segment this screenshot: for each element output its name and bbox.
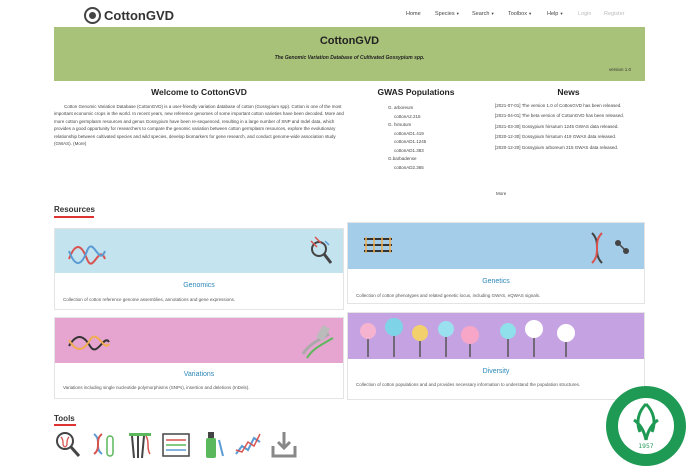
dna-helix-icon [69,337,109,350]
institute-seal-logo [604,384,688,467]
seal-year: 1957 [638,443,654,450]
genomics-banner [55,229,343,273]
diversity-title[interactable]: Diversity [482,368,510,375]
genetics-title[interactable]: Genetics [482,278,510,285]
gwas-population-link[interactable]: cottonAD1.1245 [394,139,427,145]
nav-toolbox-dropdown[interactable] [508,11,531,17]
genomics-description: Collection of cotton reference genome assemblies, annotations and gene expressions. [63,297,236,302]
nav-home[interactable] [406,11,421,17]
gwas-species-item: G.barbadense [388,156,417,162]
line-chart-icon[interactable] [234,430,262,460]
tools-underline [54,424,76,426]
news-item[interactable]: [2021-04-01] The beta version of CottonGVD has been released. [495,113,624,119]
gene-editing-icon [303,325,333,358]
genomics-card[interactable] [54,228,344,310]
cotton-plants-icon [360,318,575,357]
nav-menu [0,11,700,23]
usb-sequencing-icon[interactable] [198,430,226,460]
hero-banner [54,27,645,81]
diversity-banner [348,313,644,359]
news-list [495,102,645,154]
gwas-population-link[interactable]: cottonAD1.383 [394,147,424,153]
nav-home-label: Home [406,11,421,17]
chevron-down-icon: ▾ [560,11,563,16]
gwas-species-item: G. arboreum [388,105,414,110]
nav-species-label: Species [435,11,455,17]
tools-heading: Tools [54,414,75,423]
genetics-card[interactable] [347,222,645,304]
variations-title[interactable]: Variations [183,371,215,378]
genomics-title[interactable]: Genomics [183,282,215,289]
version-label: version 1.0 [608,67,631,72]
pcr-tube-icon[interactable] [126,430,154,460]
news-item[interactable]: [2021-03-30] Gossypium hirsutum 1245 GWAS data released. [495,123,619,129]
gwas-heading: GWAS Populations [377,87,455,97]
nav-search-dropdown[interactable] [472,11,494,17]
gwas-population-list [388,104,426,172]
welcome-paragraph [54,103,344,148]
banner-title: CottonGVD [319,35,380,47]
nav-login-label: Login [578,11,592,17]
microscope-dna-icon [311,237,331,263]
welcome-heading: Welcome to CottonGVD [151,87,247,97]
nav-register-label: Register [604,11,625,17]
gene-track-icon[interactable] [162,430,190,460]
gwas-population-link[interactable]: cottonAD2.365 [394,164,424,170]
search-dna-icon[interactable] [54,430,82,460]
download-icon[interactable] [270,430,298,460]
chevron-down-icon: ▾ [528,11,532,16]
dna-molecule-icon [592,233,629,263]
nav-species-dropdown[interactable] [435,11,459,17]
variations-card[interactable] [54,317,344,399]
welcome-more-link[interactable]: (More) [73,141,87,147]
gwas-species-item: G. hirsutum [388,122,412,128]
news-heading: News [557,87,580,97]
chevron-down-icon: ▾ [491,11,494,16]
nav-toolbox-label: Toolbox [508,11,527,17]
variations-banner [55,318,343,363]
nav-search-label: Search [472,11,490,17]
news-item[interactable]: [2021-07-01] The version 1.0 of CottonGVD has been released. [495,103,622,108]
navbar [0,0,700,30]
brand-name: CottonGVD [104,7,175,23]
variations-description: Variations including single nucleotide polymorphisms (SNPs), insertion and deletions (InDels). [63,385,250,390]
nav-help-label: Help [547,11,559,17]
news-item[interactable]: [2020-12-30] Gossypium hirsutum 419 GWAS data released. [495,134,617,140]
resources-underline [54,216,94,218]
nav-register[interactable] [604,11,624,17]
dna-helix-icon [69,246,105,263]
gwas-population-link[interactable]: cottonAD1.419 [394,130,424,136]
nav-login[interactable] [578,11,591,17]
genetics-description: Collection of cotton phenotypes and related genetic locus, including GWAS, eQWAS signals. [356,293,541,298]
chevron-down-icon: ▾ [456,11,459,16]
nav-help-dropdown[interactable] [547,11,563,17]
dna-helix-icon [364,237,392,253]
news-more-link[interactable]: More [496,191,507,196]
banner-subtitle: The Genomic Variation Database of Cultivated Gossypium spp. [274,55,425,61]
resources-heading: Resources [54,205,95,214]
dna-test-tube-icon[interactable] [90,430,118,460]
gwas-population-link[interactable]: cottonA2.215 [394,113,421,119]
news-item[interactable]: [2020-12-20] Gossypium arboreum 215 GWAS data released. [495,144,619,150]
genetics-banner [348,223,644,269]
diversity-description: Collection of cotton populations and and provides necessary information to understand the population structures. [356,382,581,387]
diversity-card[interactable] [347,312,645,400]
welcome-text: Cotton Genomic Variation Database (CottonGVD) is a user-friendly variation database of cotton (Gossypium spp). Cotton is one of the most important economic crops in the world. In recent years, new reference genomes of some important cotton varieties have been decoded. More and more cotton germplasm resources and genus Gossypium have been re-sequenced, resulting in a large number of SNP and Indel data, which provides a good opportunity for researchers to compare the genomic variation between cotton germplasm resources, explore the evolutionary relationship between cultivated species and wild species, develop biomarkers for gene research, and conduct genome-wide association study (GWAS). [54,104,344,147]
